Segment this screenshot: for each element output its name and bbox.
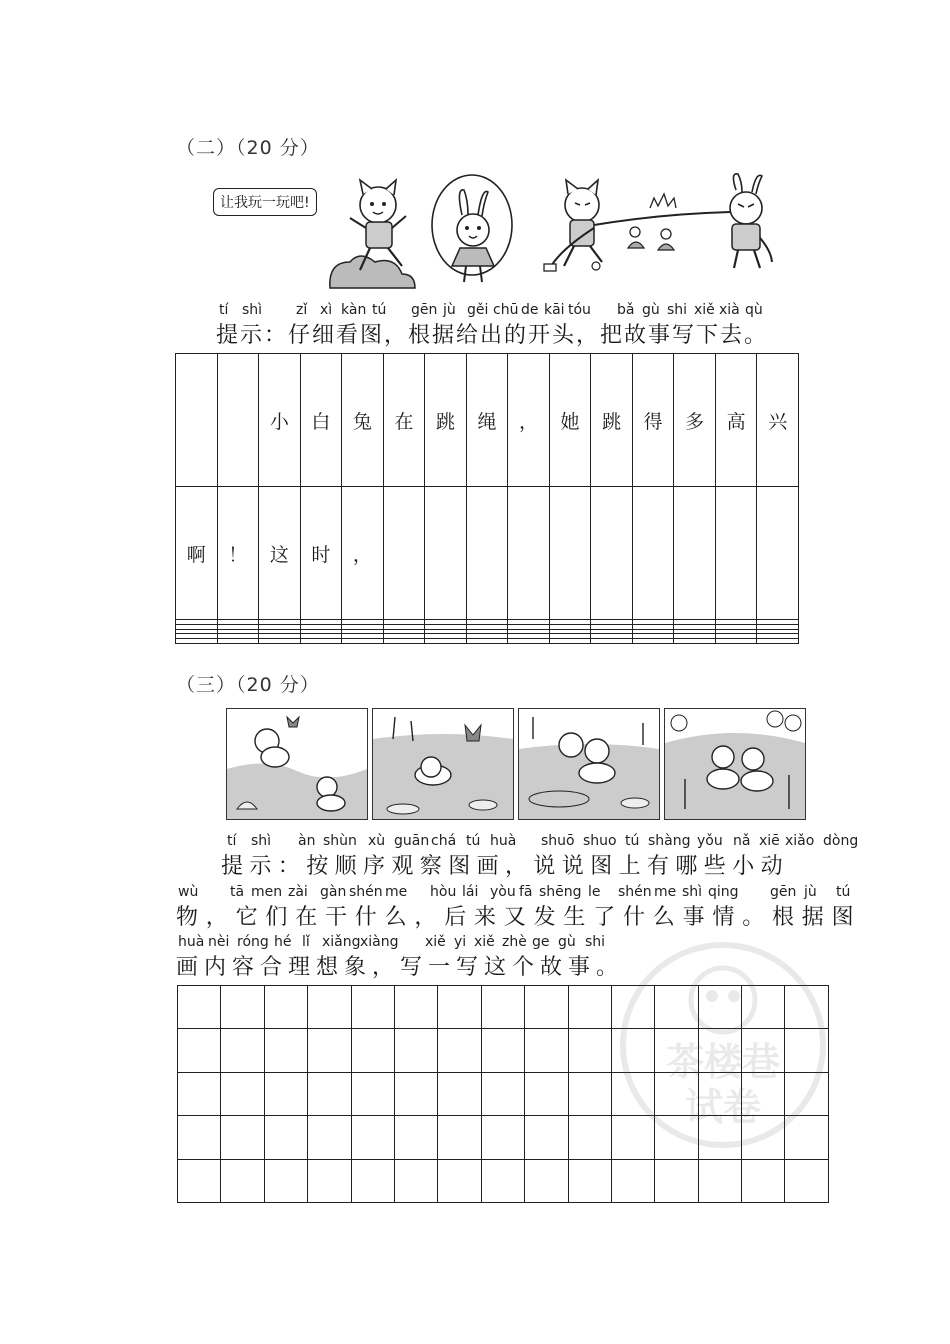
pinyin: huà [490, 833, 517, 849]
grid-cell[interactable] [264, 1159, 307, 1202]
grid-cell[interactable] [178, 1159, 221, 1202]
pinyin: lái [462, 884, 479, 900]
pinyin: xì [320, 302, 333, 318]
cat-rabbit-tug-drawing [540, 170, 790, 295]
grid-cell[interactable]: 她 [549, 354, 591, 487]
section2-writing-grid [175, 353, 799, 644]
pinyin: yi [454, 934, 467, 950]
grid-cell[interactable] [632, 639, 674, 644]
grid-cell[interactable] [264, 1116, 307, 1159]
pinyin: shàng [648, 833, 691, 849]
grid-cell[interactable] [342, 639, 384, 644]
pinyin: gēn [770, 884, 797, 900]
pinyin: zǐ [296, 302, 308, 318]
grid-cell[interactable] [742, 1159, 785, 1202]
grid-cell[interactable] [425, 639, 467, 644]
pinyin: ge [532, 934, 550, 950]
grid-cell[interactable] [221, 1159, 264, 1202]
grid-cell[interactable]: 绳 [466, 354, 508, 487]
pinyin: chū [493, 302, 519, 318]
comic-panel-4 [664, 708, 806, 820]
pinyin: xiě [425, 934, 446, 950]
section2-title: （二）（20 分） [176, 137, 320, 159]
grid-cell[interactable] [221, 1116, 264, 1159]
pinyin: róng [237, 934, 269, 950]
pinyin: xiě [474, 934, 495, 950]
grid-cell[interactable] [785, 1159, 829, 1202]
grid-cell[interactable] [264, 1029, 307, 1072]
pinyin: gěi [467, 302, 489, 318]
grid-cell[interactable]: 得 [632, 354, 674, 487]
grid-row [176, 487, 799, 620]
grid-cell[interactable] [351, 1072, 394, 1115]
grid-cell[interactable] [351, 1116, 394, 1159]
grid-cell[interactable]: ！ [217, 487, 259, 620]
pinyin: xiǎo [785, 833, 815, 849]
pinyin: shùn [323, 833, 357, 849]
illustration-rope-jumping [210, 170, 530, 295]
grid-cell[interactable] [481, 1159, 524, 1202]
pinyin: le [588, 884, 601, 900]
pinyin: shi [667, 302, 688, 318]
pinyin: chá [431, 833, 457, 849]
pinyin: nèi [208, 934, 230, 950]
grid-cell[interactable] [674, 639, 716, 644]
grid-cell[interactable] [568, 1029, 611, 1072]
grid-cell[interactable]: 兔 [342, 354, 384, 487]
grid-cell[interactable] [715, 639, 757, 644]
pinyin: tí [219, 302, 229, 318]
grid-cell[interactable] [655, 1159, 698, 1202]
pinyin: guān [394, 833, 430, 849]
grid-cell[interactable] [351, 986, 394, 1029]
pinyin: yǒu [697, 833, 723, 849]
grid-cell[interactable] [394, 986, 437, 1029]
section3-line1-text: 提示：按顺序观察图画，说说图上有哪些小动 [221, 854, 790, 879]
grid-cell[interactable] [466, 487, 508, 620]
pinyin: gàn [320, 884, 347, 900]
grid-cell[interactable] [176, 639, 218, 644]
grid-cell[interactable] [178, 1029, 221, 1072]
grid-cell[interactable] [308, 1159, 351, 1202]
grid-cell[interactable] [383, 487, 425, 620]
grid-cell[interactable] [568, 1072, 611, 1115]
pinyin: jù [443, 302, 456, 318]
grid-cell[interactable] [549, 639, 591, 644]
pinyin: tóu [568, 302, 591, 318]
grid-cell[interactable] [438, 1116, 481, 1159]
grid-cell[interactable]: 白 [300, 354, 342, 487]
grid-cell[interactable] [308, 986, 351, 1029]
grid-cell[interactable] [568, 1159, 611, 1202]
pinyin: zài [288, 884, 308, 900]
pinyin: kāi [544, 302, 565, 318]
pinyin: zhè [502, 934, 527, 950]
pinyin: tú [625, 833, 640, 849]
grid-cell[interactable] [674, 487, 716, 620]
grid-cell[interactable] [525, 1072, 568, 1115]
grid-cell[interactable] [466, 639, 508, 644]
pinyin: shén [618, 884, 652, 900]
grid-row [178, 1159, 829, 1202]
pinyin: jù [804, 884, 817, 900]
grid-cell[interactable] [264, 1072, 307, 1115]
grid-cell[interactable] [394, 1116, 437, 1159]
grid-cell[interactable] [264, 986, 307, 1029]
pinyin: lǐ [302, 934, 310, 950]
grid-cell[interactable] [698, 1159, 741, 1202]
cat-rabbit-drawing [210, 170, 530, 295]
grid-cell[interactable] [481, 1029, 524, 1072]
grid-cell[interactable] [217, 639, 259, 644]
grid-cell[interactable]: 多 [674, 354, 716, 487]
comic-panel-3 [518, 708, 660, 820]
grid-cell[interactable] [221, 1072, 264, 1115]
pinyin: de [521, 302, 539, 318]
grid-cell[interactable] [591, 487, 633, 620]
grid-cell[interactable] [217, 354, 259, 487]
grid-cell[interactable] [300, 639, 342, 644]
pinyin: àn [298, 833, 316, 849]
pinyin: hòu [430, 884, 457, 900]
grid-row [176, 639, 799, 644]
grid-cell[interactable] [438, 1072, 481, 1115]
grid-cell[interactable]: 啊 [176, 487, 218, 620]
pinyin: tú [372, 302, 387, 318]
pinyin: bǎ [617, 302, 635, 318]
pinyin: xiǎng [322, 934, 361, 950]
pinyin: hé [274, 934, 292, 950]
pinyin: xiē [759, 833, 780, 849]
grid-cell[interactable] [221, 1029, 264, 1072]
pinyin: tí [227, 833, 237, 849]
pinyin: men [251, 884, 283, 900]
grid-cell[interactable] [757, 487, 799, 620]
grid-cell[interactable]: 跳 [425, 354, 467, 487]
grid-cell[interactable] [308, 1072, 351, 1115]
grid-cell[interactable]: 兴 [757, 354, 799, 487]
grid-cell[interactable] [632, 487, 674, 620]
grid-cell[interactable] [394, 1072, 437, 1115]
watermark-text-2: 试卷 [684, 1085, 762, 1129]
pinyin: me [385, 884, 408, 900]
pinyin: wù [178, 884, 199, 900]
grid-cell[interactable] [178, 986, 221, 1029]
pinyin: shi [585, 934, 606, 950]
grid-cell[interactable]: 这 [259, 487, 301, 620]
grid-cell[interactable] [351, 1029, 394, 1072]
grid-cell[interactable] [508, 487, 550, 620]
illustration-tug-of-war [540, 170, 790, 295]
pinyin: shēng [539, 884, 582, 900]
comic-panel-1 [226, 708, 368, 820]
grid-cell[interactable]: 高 [715, 354, 757, 487]
pinyin: fā [519, 884, 533, 900]
grid-cell[interactable]: ， [342, 487, 384, 620]
grid-cell[interactable] [438, 1029, 481, 1072]
pinyin: shì [682, 884, 703, 900]
grid-cell[interactable] [757, 639, 799, 644]
pinyin: me [654, 884, 677, 900]
pinyin: xià [719, 302, 740, 318]
grid-cell[interactable] [259, 639, 301, 644]
grid-row [176, 354, 799, 487]
watermark-text-1: 茶楼巷 [665, 1040, 781, 1084]
grid-cell[interactable] [591, 639, 633, 644]
section3-title: （三）（20 分） [176, 674, 320, 696]
grid-cell[interactable] [178, 1116, 221, 1159]
grid-cell[interactable]: 小 [259, 354, 301, 487]
grid-cell[interactable] [308, 1029, 351, 1072]
pinyin: kàn [341, 302, 367, 318]
grid-cell[interactable] [611, 1159, 654, 1202]
pinyin: tú [836, 884, 851, 900]
pinyin: shì [242, 302, 263, 318]
pinyin: qing [708, 884, 739, 900]
section2-hint-text: 提示：仔细看图，根据给出的开头，把故事写下去。 [216, 323, 769, 348]
grid-cell[interactable] [525, 986, 568, 1029]
pinyin: gù [558, 934, 576, 950]
pinyin: qù [745, 302, 763, 318]
pinyin: xù [368, 833, 386, 849]
pinyin: shuō [541, 833, 575, 849]
grid-cell[interactable] [481, 986, 524, 1029]
grid-cell[interactable] [425, 487, 467, 620]
grid-cell[interactable] [438, 1159, 481, 1202]
pinyin: huà [178, 934, 205, 950]
pinyin: dòng [823, 833, 859, 849]
pinyin: gēn [411, 302, 438, 318]
pinyin: nǎ [733, 833, 751, 849]
grid-cell[interactable] [176, 354, 218, 487]
grid-cell[interactable] [178, 1072, 221, 1115]
grid-cell[interactable] [221, 986, 264, 1029]
pinyin: shuo [583, 833, 617, 849]
grid-cell[interactable] [438, 986, 481, 1029]
comic-panel-2 [372, 708, 514, 820]
pinyin: gù [642, 302, 660, 318]
grid-cell[interactable] [383, 639, 425, 644]
grid-cell[interactable] [508, 639, 550, 644]
grid-cell[interactable] [351, 1159, 394, 1202]
grid-cell[interactable] [525, 1029, 568, 1072]
pinyin: tú [466, 833, 481, 849]
grid-cell[interactable] [525, 1159, 568, 1202]
pinyin: shì [251, 833, 272, 849]
grid-cell[interactable] [525, 1116, 568, 1159]
pinyin: tā [230, 884, 245, 900]
pinyin: xiàng [360, 934, 399, 950]
grid-cell[interactable] [481, 1072, 524, 1115]
pinyin: yòu [490, 884, 516, 900]
grid-cell[interactable]: 跳 [591, 354, 633, 487]
grid-cell[interactable] [481, 1116, 524, 1159]
pinyin: shén [349, 884, 383, 900]
grid-cell[interactable]: ， [508, 354, 550, 487]
grid-cell[interactable] [549, 487, 591, 620]
grid-cell[interactable] [308, 1116, 351, 1159]
grid-cell[interactable] [715, 487, 757, 620]
grid-cell[interactable] [568, 986, 611, 1029]
section3-line3-text: 画内容合理想象，写一写这个故事。 [176, 955, 625, 980]
grid-cell[interactable]: 在 [383, 354, 425, 487]
pinyin: xiě [694, 302, 715, 318]
watermark-logo [618, 940, 828, 1150]
grid-cell[interactable] [568, 1116, 611, 1159]
speech-bubble: 让我玩一玩吧! [213, 188, 317, 216]
grid-cell[interactable]: 时 [300, 487, 342, 620]
grid-cell[interactable] [394, 1029, 437, 1072]
section3-line2-text: 物，它们在干什么，后来又发生了什么事情。根据图 [176, 905, 862, 930]
grid-cell[interactable] [394, 1159, 437, 1202]
